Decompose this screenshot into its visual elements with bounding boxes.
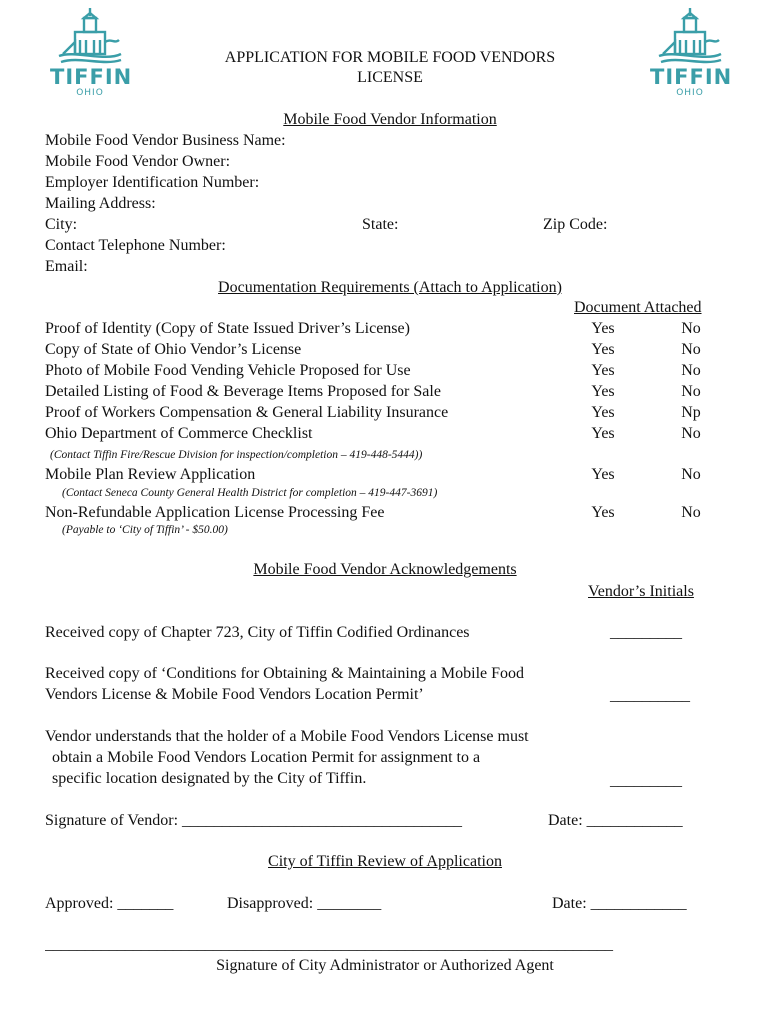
review-date-field[interactable]: Date: ____________ — [552, 895, 687, 912]
vendor-initials-header: Vendor’s Initials — [588, 583, 694, 600]
ack-item-conditions-line1: Received copy of ‘Conditions for Obtaining & Maintaining a Mobile Food — [45, 665, 525, 682]
city-label: City: — [45, 216, 78, 233]
info-heading: Mobile Food Vendor Information — [283, 111, 497, 128]
doc-item-label: Detailed Listing of Food & Beverage Items Proposed for Sale — [45, 383, 441, 400]
initials-field-3[interactable]: _________ — [610, 772, 682, 789]
health-contact-note: (Contact Seneca County General Health District for completion – 419-447-3691) — [62, 487, 438, 499]
page-title-line2: LICENSE — [357, 69, 423, 86]
zip-code-label: Zip Code: — [543, 216, 608, 233]
state-label: State: — [362, 216, 399, 233]
ack-heading: Mobile Food Vendor Acknowledgements — [253, 561, 517, 578]
doc-item-label: Copy of State of Ohio Vendor’s License — [45, 341, 302, 358]
doc-item-yes[interactable]: Yes — [591, 362, 615, 379]
fee-note: (Payable to ‘City of Tiffin’ - $50.00) — [62, 524, 228, 536]
approved-field[interactable]: Approved: _______ — [45, 895, 174, 912]
doc-item-no[interactable]: No — [681, 320, 701, 337]
administrator-signature-line[interactable]: _______________________________________________________________________ — [45, 936, 613, 953]
doc-item-yes[interactable]: Yes — [591, 404, 615, 421]
doc-item-label: Proof of Identity (Copy of State Issued Driver’s License) — [45, 320, 410, 337]
doc-item-no[interactable]: No — [681, 425, 701, 442]
initials-field-1[interactable]: _________ — [610, 624, 682, 641]
doc-item-label: Proof of Workers Compensation & General Liability Insurance — [45, 404, 449, 421]
doc-item-yes[interactable]: Yes — [591, 383, 615, 400]
doc-item-yes[interactable]: Yes — [591, 425, 615, 442]
tiffin-skyline-icon — [55, 4, 125, 66]
email-label: Email: — [45, 258, 88, 275]
ack-item-chapter-723: Received copy of Chapter 723, City of Tiffin Codified Ordinances — [45, 624, 470, 641]
doc-item-no[interactable]: No — [681, 341, 701, 358]
document-attached-header: Document Attached — [574, 299, 702, 316]
ack-item-permit-line2: obtain a Mobile Food Vendors Location Permit for assignment to a — [52, 749, 481, 766]
page-title-line1: APPLICATION FOR MOBILE FOOD VENDORS — [224, 49, 556, 66]
doc-item-no[interactable]: No — [681, 383, 701, 400]
doc-item-label: Photo of Mobile Food Vending Vehicle Proposed for Use — [45, 362, 411, 379]
business-name-label: Mobile Food Vendor Business Name: — [45, 132, 286, 149]
logo-state-text: OHIO — [676, 88, 704, 98]
doc-item-no[interactable]: No — [681, 362, 701, 379]
owner-label: Mobile Food Vendor Owner: — [45, 153, 231, 170]
fire-contact-note: (Contact Tiffin Fire/Rescue Division for inspection/completion – 419-448-5444)) — [50, 449, 423, 461]
disapproved-field[interactable]: Disapproved: ________ — [227, 895, 382, 912]
ack-item-permit-line1: Vendor understands that the holder of a Mobile Food Vendors License must — [45, 728, 529, 745]
ein-label: Employer Identification Number: — [45, 174, 260, 191]
doc-item-no[interactable]: Np — [681, 404, 701, 421]
plan-review-no[interactable]: No — [681, 466, 701, 483]
docs-heading: Documentation Requirements (Attach to Application) — [218, 279, 562, 296]
fee-yes[interactable]: Yes — [591, 504, 615, 521]
plan-review-label: Mobile Plan Review Application — [45, 466, 256, 483]
vendor-signature-field[interactable]: Signature of Vendor: ___________________________________ — [45, 812, 463, 829]
ack-item-conditions-line2: Vendors License & Mobile Food Vendors Location Permit’ — [45, 686, 424, 703]
mailing-address-label: Mailing Address: — [45, 195, 156, 212]
tiffin-logo-right — [650, 4, 733, 104]
administrator-signature-label: Signature of City Administrator or Authorized Agent — [216, 957, 554, 974]
tiffin-logo-left — [50, 4, 133, 104]
doc-item-yes[interactable]: Yes — [591, 341, 615, 358]
initials-field-2[interactable]: __________ — [610, 687, 690, 704]
logo-state-text: OHIO — [76, 88, 104, 98]
logo-city-text: TIFFIN — [50, 65, 133, 89]
fee-no[interactable]: No — [681, 504, 701, 521]
vendor-date-field[interactable]: Date: ____________ — [548, 812, 683, 829]
ack-item-permit-line3: specific location designated by the City of Tiffin. — [52, 770, 367, 787]
tiffin-skyline-icon — [655, 4, 725, 66]
doc-item-yes[interactable]: Yes — [591, 320, 615, 337]
logo-city-text: TIFFIN — [650, 65, 733, 89]
review-heading: City of Tiffin Review of Application — [268, 853, 502, 870]
phone-label: Contact Telephone Number: — [45, 237, 226, 254]
fee-label: Non-Refundable Application License Processing Fee — [45, 504, 385, 521]
plan-review-yes[interactable]: Yes — [591, 466, 615, 483]
doc-item-label: Ohio Department of Commerce Checklist — [45, 425, 313, 442]
